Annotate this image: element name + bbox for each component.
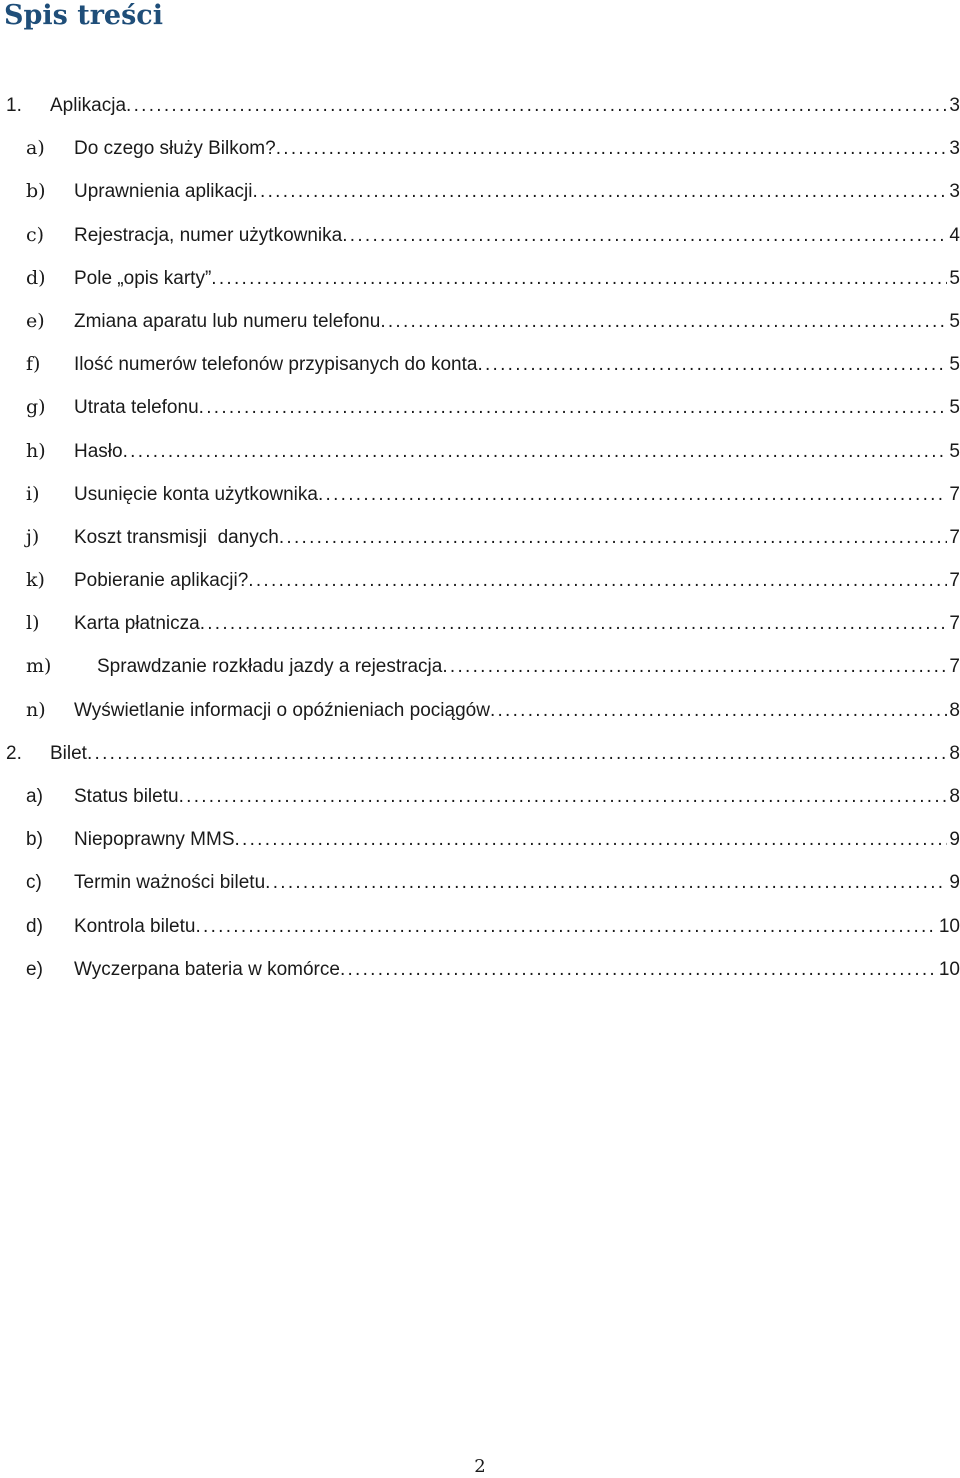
entry-page-number: 5: [949, 310, 960, 332]
toc-entry[interactable]: [0, 257, 960, 300]
entry-page-number: 10: [938, 915, 960, 937]
dot-leader: [265, 861, 947, 904]
entry-link[interactable]: Zmiana aparatu lub numeru telefonu: [74, 310, 381, 332]
entry-page-number: 7: [949, 613, 960, 635]
entry-link[interactable]: Usunięcie konta użytkownika: [74, 483, 318, 505]
entry-page-number: 9: [949, 829, 960, 851]
dot-leader: [123, 430, 948, 473]
dot-leader: [87, 732, 947, 775]
entry-line: [97, 645, 960, 688]
entry-page-number: 5: [949, 440, 960, 462]
entry-link[interactable]: Ilość numerów telefonów przypisanych do konta: [74, 354, 478, 376]
entry-page-number: 7: [949, 570, 960, 592]
entry-number: 2.: [6, 742, 22, 764]
dot-leader: [199, 386, 948, 429]
entry-page-number: 3: [949, 95, 960, 116]
dot-leader: [276, 127, 948, 170]
entry-line: [74, 127, 960, 170]
entry-link[interactable]: Koszt transmisji danych: [74, 526, 279, 548]
entry-page-number: 5: [949, 354, 960, 376]
dot-leader: [126, 84, 947, 127]
dot-leader: [195, 905, 936, 948]
entry-letter: h): [26, 439, 46, 462]
toc-entry[interactable]: [0, 127, 960, 170]
dot-leader: [279, 516, 948, 559]
entry-link[interactable]: Karta płatnicza: [74, 613, 200, 635]
entry-line: [74, 386, 960, 429]
dot-leader: [340, 948, 937, 991]
dot-leader: [211, 257, 947, 300]
entry-line: [74, 300, 960, 343]
toc-entry[interactable]: [0, 602, 960, 645]
entry-link[interactable]: Niepoprawny MMS: [74, 829, 235, 851]
entry-page-number: 5: [949, 397, 960, 419]
toc-entry[interactable]: [0, 818, 960, 861]
dot-leader: [252, 170, 947, 213]
entry-line: [74, 516, 960, 559]
entry-letter: c): [26, 223, 45, 246]
entry-link[interactable]: Hasło: [74, 440, 123, 462]
entry-line: [74, 559, 960, 602]
entry-line: [74, 602, 960, 645]
entry-page-number: 8: [949, 742, 960, 764]
toc-entry[interactable]: [0, 559, 960, 602]
entry-link[interactable]: Sprawdzanie rozkładu jazdy a rejestracja: [97, 656, 443, 678]
toc-entry[interactable]: [0, 905, 960, 948]
entry-link[interactable]: Termin ważności biletu: [74, 872, 266, 894]
entry-number: 1.: [6, 95, 22, 116]
entry-letter: a): [26, 786, 43, 807]
entry-line: [74, 257, 960, 300]
entry-link[interactable]: Wyświetlanie informacji o opóźnieniach pociągów: [74, 699, 490, 721]
entry-letter: c): [26, 872, 42, 894]
entry-page-number: 7: [949, 526, 960, 548]
toc-entry[interactable]: [0, 473, 960, 516]
entry-link[interactable]: Pobieranie aplikacji?: [74, 570, 249, 592]
entry-link[interactable]: Uprawnienia aplikacji: [74, 181, 253, 203]
entry-link[interactable]: Kontrola biletu: [74, 915, 196, 937]
toc-entry[interactable]: [0, 170, 960, 213]
entry-letter: d): [26, 915, 43, 937]
entry-link[interactable]: Rejestracja, numer użytkownika: [74, 224, 343, 246]
entry-line: [74, 905, 960, 948]
table-of-contents: [0, 84, 960, 991]
entry-line: [74, 861, 960, 904]
entry-link[interactable]: Utrata telefonu: [74, 397, 199, 419]
toc-entry[interactable]: [0, 300, 960, 343]
page-number: 2: [474, 1456, 486, 1477]
dot-leader: [342, 214, 947, 257]
toc-entry[interactable]: [0, 84, 960, 127]
entry-letter: j): [26, 525, 40, 548]
entry-line: [74, 214, 960, 257]
entry-page-number: 8: [949, 786, 960, 807]
toc-entry[interactable]: [0, 343, 960, 386]
toc-entry[interactable]: [0, 948, 960, 991]
entry-link[interactable]: Status biletu: [74, 786, 179, 807]
entry-link[interactable]: Pole „opis karty”: [74, 267, 212, 289]
entry-letter: m): [26, 655, 52, 678]
entry-link[interactable]: Wyczerpana bateria w komórce: [74, 958, 340, 980]
dot-leader: [490, 689, 947, 732]
entry-letter: l): [26, 612, 40, 635]
entry-link[interactable]: Do czego służy Bilkom?: [74, 138, 276, 160]
entry-letter: i): [26, 482, 40, 505]
entry-letter: g): [26, 396, 46, 419]
entry-line: [50, 732, 960, 775]
entry-page-number: 3: [949, 181, 960, 203]
page-title: Spis treści: [4, 0, 164, 31]
dot-leader: [380, 300, 947, 343]
entry-line: [74, 689, 960, 732]
dot-leader: [442, 645, 947, 688]
entry-letter: b): [26, 829, 43, 851]
entry-link[interactable]: Aplikacja: [50, 95, 127, 116]
entry-line: [74, 948, 960, 991]
dot-leader: [318, 473, 947, 516]
entry-page-number: 9: [949, 872, 960, 894]
entry-page-number: 3: [949, 138, 960, 160]
dot-leader: [248, 559, 947, 602]
toc-entry[interactable]: [0, 775, 960, 818]
entry-page-number: 8: [949, 699, 960, 721]
toc-entry[interactable]: [0, 732, 960, 775]
entry-letter: d): [26, 266, 46, 289]
entry-line: [74, 170, 960, 213]
entry-page-number: 5: [949, 267, 960, 289]
entry-page-number: 10: [938, 958, 960, 980]
entry-letter: a): [26, 137, 45, 160]
entry-letter: e): [26, 309, 45, 332]
dot-leader: [179, 775, 948, 818]
entry-letter: k): [26, 569, 45, 592]
dot-leader: [200, 602, 948, 645]
entry-line: [50, 84, 960, 127]
entry-letter: b): [26, 180, 46, 203]
entry-letter: f): [26, 353, 41, 376]
toc-entry[interactable]: [0, 861, 960, 904]
toc-entry[interactable]: [0, 516, 960, 559]
toc-entry[interactable]: [0, 689, 960, 732]
entry-page-number: 7: [949, 656, 960, 678]
entry-page-number: 4: [949, 224, 960, 246]
entry-line: [74, 775, 960, 818]
toc-entry[interactable]: [0, 430, 960, 473]
toc-entry[interactable]: [0, 386, 960, 429]
entry-line: [74, 818, 960, 861]
entry-line: [74, 430, 960, 473]
toc-entry[interactable]: [0, 645, 960, 688]
entry-line: [74, 473, 960, 516]
dot-leader: [235, 818, 948, 861]
dot-leader: [477, 343, 947, 386]
entry-link[interactable]: Bilet: [50, 742, 87, 764]
entry-page-number: 7: [949, 483, 960, 505]
entry-letter: e): [26, 958, 43, 980]
entry-line: [74, 343, 960, 386]
entry-letter: n): [26, 698, 46, 721]
toc-entry[interactable]: [0, 214, 960, 257]
